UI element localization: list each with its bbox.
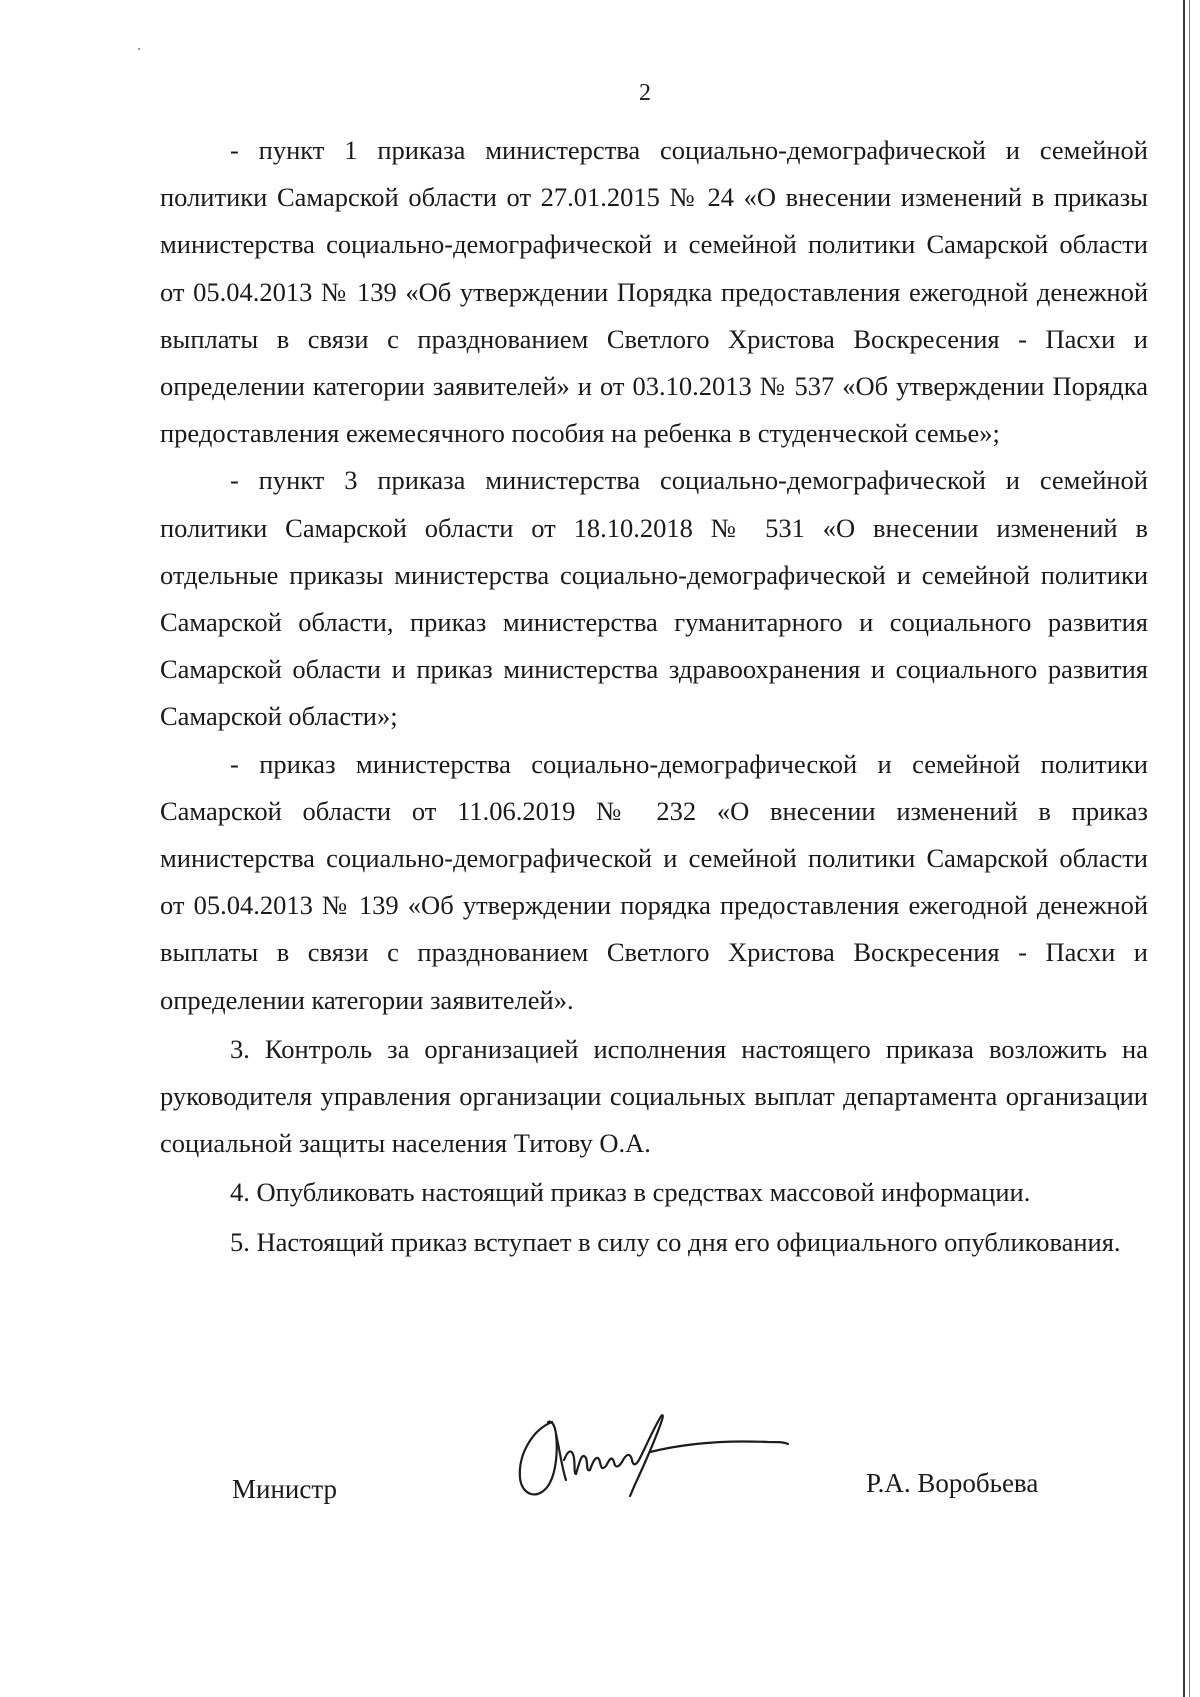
paragraph-item-3: - приказ министерства социально-демографической и семейной политики Самарской области от 11.06.2019 № 232 «О внесении изменений в приказ министерства социально-демографической и семейной политики Самарской области от 05.04.2013 № 139 «Об утверждении порядка предоставления ежегодной денежной выплаты в связи с празднованием Светлого Христова Воскресения - Пасхи и определении категории заявителей». [160,748,1148,1015]
handwritten-signature [512,1400,802,1510]
signature-block [0,1400,1200,1520]
signatory-title: Министр [232,1474,337,1504]
document-body [160,127,1148,1266]
scan-speck [138,48,140,50]
page-number: 2 [639,80,651,106]
paragraph-item-5: 4. Опубликовать настоящий приказ в средствах массовой информации. [230,1177,1031,1208]
paragraph-item-4: 3. Контроль за организацией исполнения настоящего приказа возложить на руководителя управления организации социальных выплат департамента организации социальной защиты населения Титову О.А. [160,1033,1148,1159]
paragraph-item-1: - пункт 1 приказа министерства социально-демографической и семейной политики Самарской области от 27.01.2015 № 24 «О внесении изменений в приказы министерства социально-демографической и семейной политики Самарской области от 05.04.2013 № 139 «Об утверждении Порядка предоставления ежегодной денежной выплаты в связи с празднованием Светлого Христова Воскресения - Пасхи и определении категории заявителей» и от 03.10.2013 № 537 «Об утверждении Порядка предоставления ежемесячного пособия на ребенка в студенческой семье»; [160,135,1148,449]
paragraph-item-6: 5. Настоящий приказ вступает в силу со дня его официального опубликования. [230,1226,1121,1257]
signatory-name: Р.А. Воробьева [866,1468,1039,1498]
paragraph-item-2: - пункт 3 приказа министерства социально-демографической и семейной политики Самарской области от 18.10.2018 № 531 «О внесении изменений в отдельные приказы министерства социально-демографической и семейной политики Самарской области, приказ министерства гуманитарного и социального развития Самарской области и приказ министерства здравоохранения и социального развития Самарской области»; [160,465,1148,732]
